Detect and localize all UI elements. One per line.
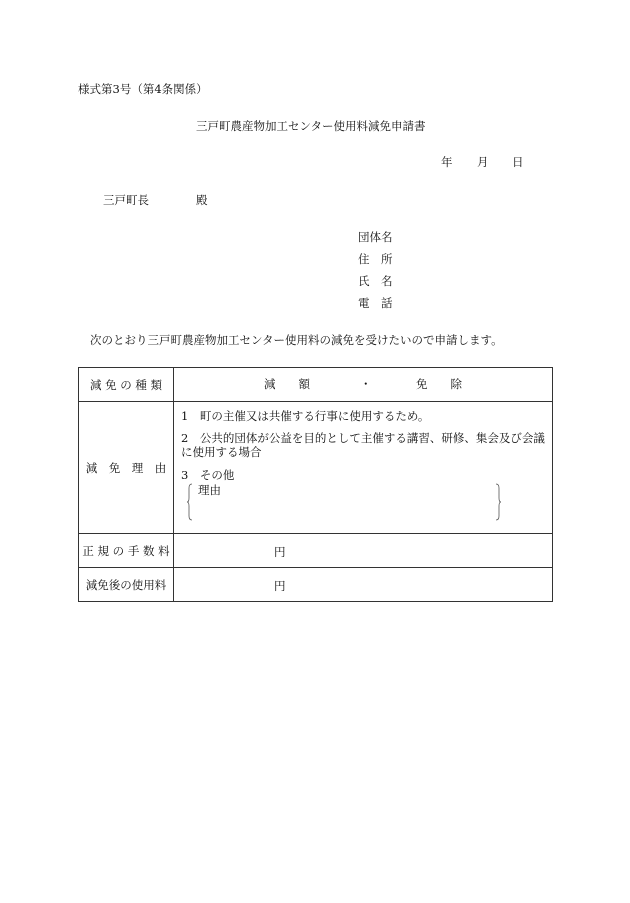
option-reduction: 減 額	[264, 377, 310, 391]
application-statement: 次のとおり三戸町農産物加工センター使用料の減免を受けたいので申請します。	[90, 333, 503, 347]
addressee-honorific: 殿	[196, 193, 208, 207]
date-month-label: 月	[477, 155, 489, 169]
exemption-reasons	[174, 402, 553, 534]
reason-item-1: 1 町の主催又は共催する行事に使用するため。	[181, 409, 430, 423]
document-title: 三戸町農産物加工センター使用料減免申請書	[196, 119, 426, 133]
reduced-fee-value	[174, 568, 553, 602]
left-brace-icon	[186, 483, 194, 521]
row-regular-fee	[79, 534, 553, 568]
regular-fee-label: 正 規 の 手 数 料	[79, 534, 174, 568]
date-year-label: 年	[441, 155, 453, 169]
row-reduced-fee	[79, 568, 553, 602]
regular-fee-value	[174, 534, 553, 568]
exemption-type-options	[174, 368, 553, 402]
row-exemption-type	[79, 368, 553, 402]
exemption-table	[78, 367, 553, 602]
reason-item-2: 2 公共的団体が公益を目的として主催する講習、研修、集会及び会議に使用する場合	[181, 431, 545, 459]
field-name: 氏 名	[358, 274, 393, 288]
form-number: 様式第3号（第4条関係）	[78, 82, 208, 96]
date-day-label: 日	[512, 155, 524, 169]
option-separator: ・	[360, 377, 372, 391]
field-organization: 団体名	[358, 230, 393, 244]
reduced-fee-label: 減免後の使用料	[79, 568, 174, 602]
reduced-fee-yen: 円	[274, 579, 286, 593]
other-reason-label: 理由	[198, 483, 221, 497]
regular-fee-yen: 円	[274, 545, 286, 559]
reason-item-3: 3 その他	[181, 468, 235, 482]
exemption-type-label: 減 免 の 種 類	[79, 368, 174, 402]
addressee-name: 三戸町長	[103, 193, 149, 207]
right-brace-icon	[494, 483, 502, 521]
row-exemption-reason	[79, 402, 553, 534]
option-exemption: 免 除	[416, 377, 462, 391]
exemption-reason-label: 減 免 理 由	[79, 402, 174, 534]
field-address: 住 所	[358, 252, 393, 266]
field-phone: 電 話	[358, 296, 393, 310]
